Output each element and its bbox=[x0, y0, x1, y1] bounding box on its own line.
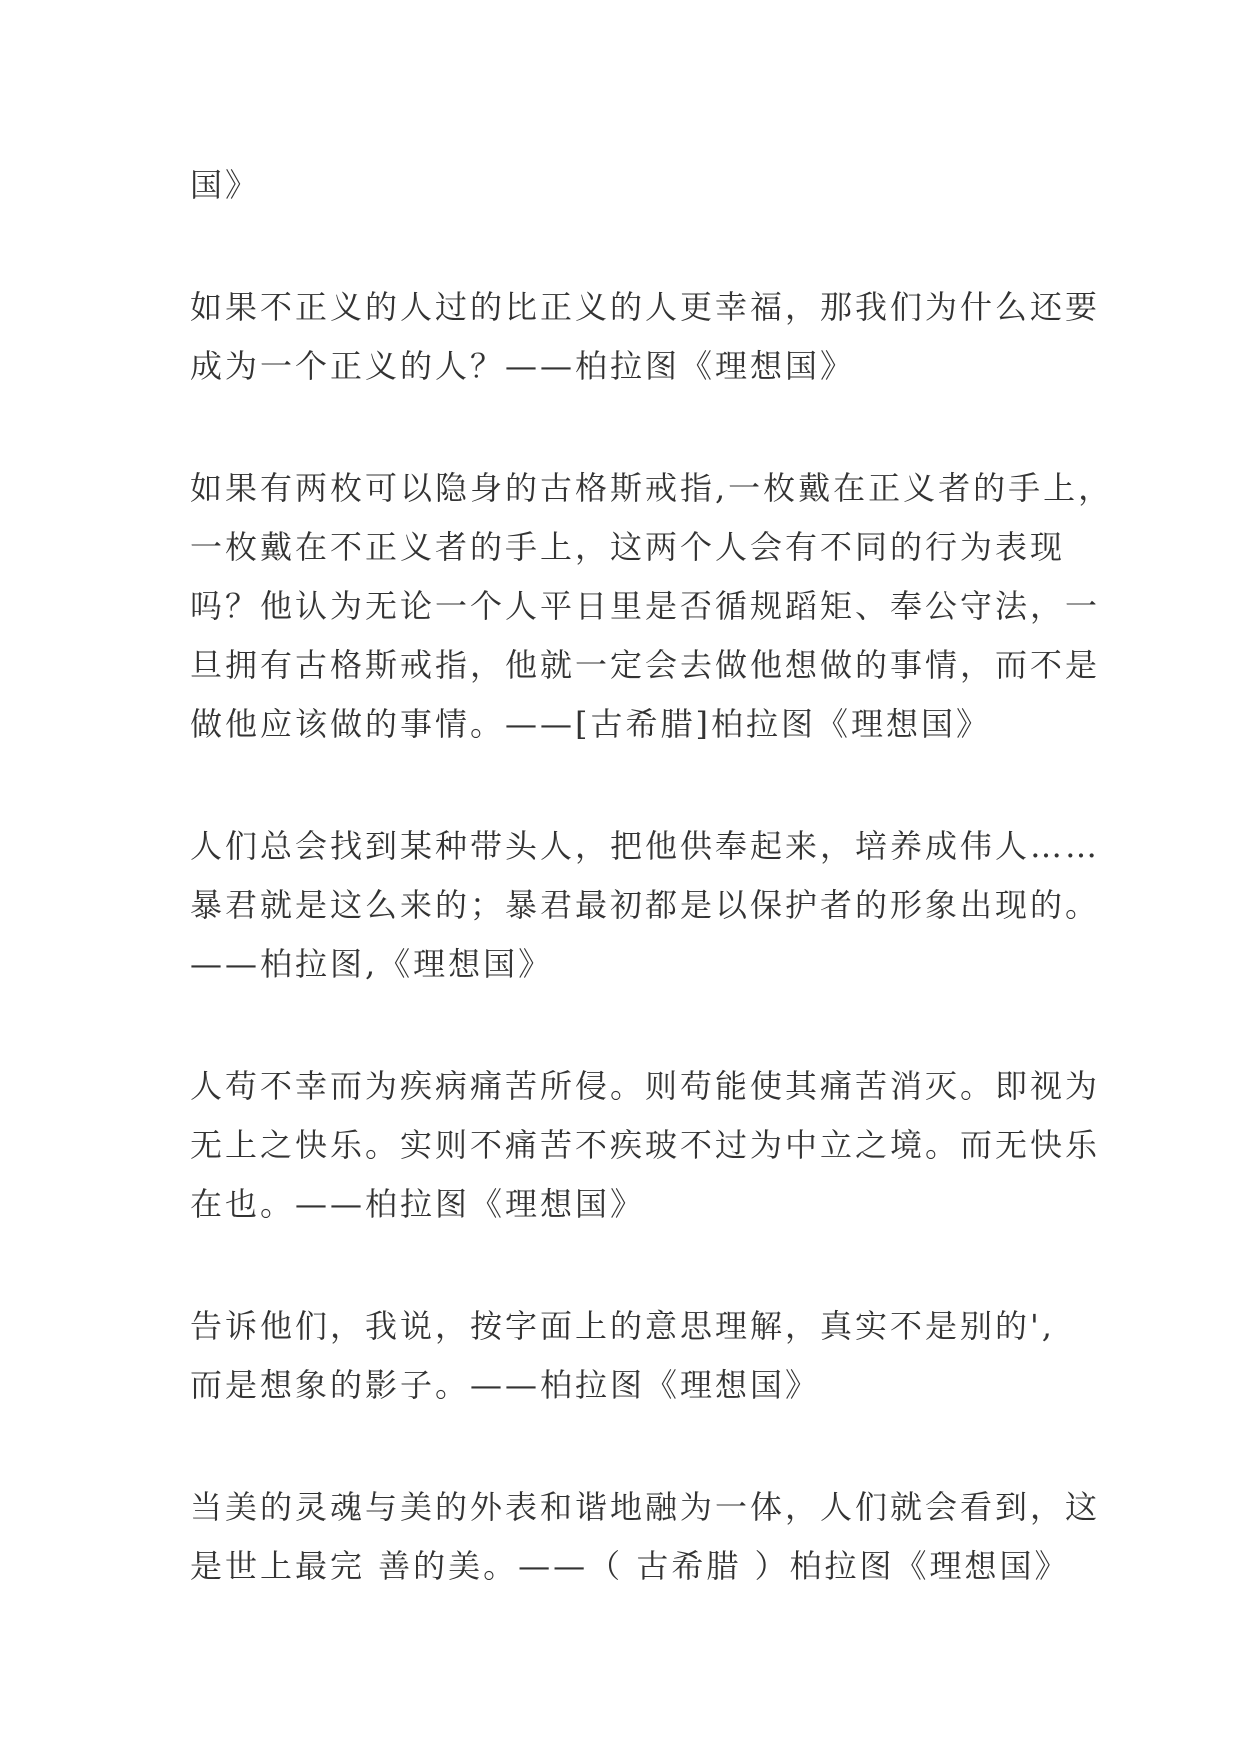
text-line: 而是想象的影子。——柏拉图《理想国》 bbox=[190, 1366, 821, 1404]
text-line: 国》 bbox=[190, 166, 261, 204]
text-line: 人们总会找到某种带头人，把他供奉起来，培养成伟人…… bbox=[190, 827, 1101, 865]
text-line: 如果有两枚可以隐身的古格斯戒指,一枚戴在正义者的手上， bbox=[190, 469, 1114, 507]
text-line: ——柏拉图,《理想国》 bbox=[190, 945, 554, 983]
text-line: 人苟不幸而为疾病痛苦所侵。则苟能使其痛苦消灭。即视为 bbox=[190, 1067, 1101, 1105]
text-line: 暴君就是这么来的；暴君最初都是以保护者的形象出现的。 bbox=[190, 886, 1101, 924]
text-line: 无上之快乐。实则不痛苦不疾玻不过为中立之境。而无快乐 bbox=[190, 1126, 1101, 1164]
paragraph-6 bbox=[190, 1297, 1070, 1415]
paragraph-2 bbox=[190, 278, 1101, 396]
paragraph-1 bbox=[190, 156, 1070, 215]
text-line: 在也。——柏拉图《理想国》 bbox=[190, 1185, 646, 1223]
text-line: 做他应该做的事情。——[古希腊]柏拉图《理想国》 bbox=[190, 705, 991, 743]
text-line: 如果不正义的人过的比正义的人更幸福，那我们为什么还要 bbox=[190, 288, 1101, 326]
paragraph-7 bbox=[190, 1478, 1101, 1596]
paragraph-5 bbox=[190, 1057, 1101, 1234]
document-body bbox=[190, 156, 1114, 1659]
text-line: 吗？他认为无论一个人平日里是否循规蹈矩、奉公守法，一 bbox=[190, 587, 1101, 625]
text-line: 当美的灵魂与美的外表和谐地融为一体，人们就会看到，这 bbox=[190, 1488, 1101, 1526]
text-line: 一枚戴在不正义者的手上，这两个人会有不同的行为表现 bbox=[190, 528, 1066, 566]
text-line: 是世上最完 善的美。——（ 古希腊 ）柏拉图《理想国》 bbox=[190, 1547, 1070, 1585]
paragraph-4 bbox=[190, 817, 1101, 994]
paragraph-3 bbox=[190, 459, 1114, 754]
text-line: 旦拥有古格斯戒指，他就一定会去做他想做的事情，而不是 bbox=[190, 646, 1101, 684]
text-line: 告诉他们，我说，按字面上的意思理解，真实不是别的', bbox=[190, 1307, 1055, 1345]
text-line: 成为一个正义的人？——柏拉图《理想国》 bbox=[190, 347, 856, 385]
